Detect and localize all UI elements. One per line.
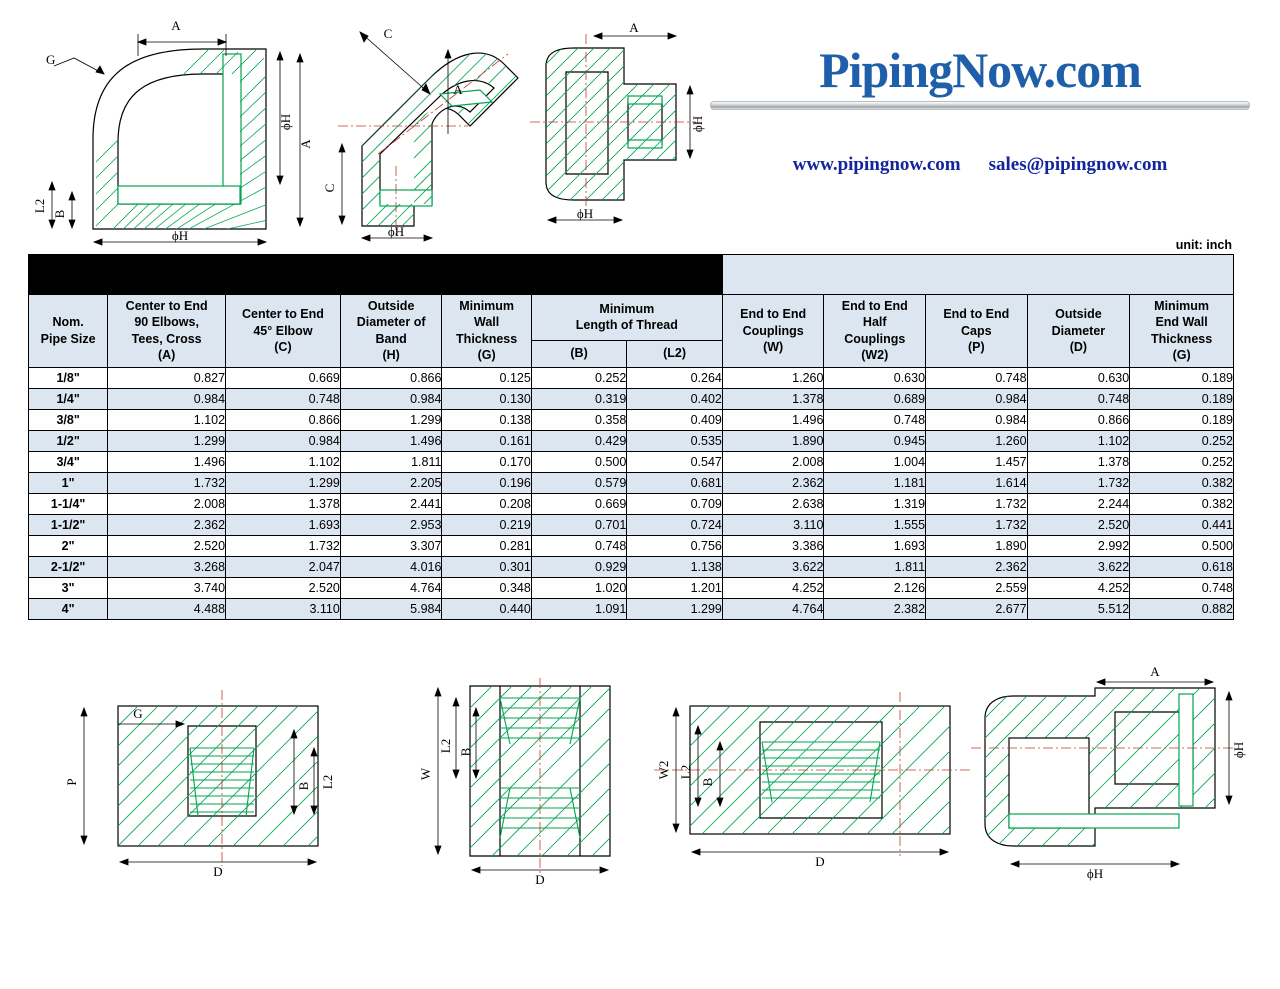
label-B: B [458, 747, 473, 757]
reducer-drawing [965, 664, 1265, 888]
cell-p: 1.732 [926, 493, 1028, 514]
cell-size: 1/8" [29, 367, 108, 388]
cell-c: 2.520 [226, 577, 341, 598]
cell-a: 0.984 [108, 388, 226, 409]
cell-b: 0.319 [531, 388, 626, 409]
cell-c: 1.693 [226, 514, 341, 535]
label-L2: L2 [678, 764, 693, 780]
cell-gw: 0.618 [1130, 556, 1234, 577]
cell-h: 2.953 [340, 514, 442, 535]
cell-a: 1.496 [108, 451, 226, 472]
cell-w2: 0.689 [824, 388, 926, 409]
cell-h: 4.016 [340, 556, 442, 577]
label-C: C [383, 26, 393, 41]
label-B: B [700, 777, 715, 787]
cell-h: 2.441 [340, 493, 442, 514]
label-D: D [815, 854, 825, 869]
label-phiH2: ϕH [576, 206, 594, 221]
cell-h: 0.866 [340, 367, 442, 388]
header-d: Outside Diameter (D) [1027, 294, 1130, 367]
cell-d: 2.992 [1027, 535, 1130, 556]
header-a: Center to End 90 Elbows, Tees, Cross (A) [108, 294, 226, 367]
cell-l2: 0.681 [627, 472, 723, 493]
cell-gw: 0.189 [1130, 367, 1234, 388]
cell-b: 0.500 [531, 451, 626, 472]
label-B: B [52, 209, 67, 219]
cell-w: 3.622 [722, 556, 824, 577]
cell-l2: 0.709 [627, 493, 723, 514]
label-B: B [296, 781, 311, 791]
cell-c: 0.748 [226, 388, 341, 409]
cell-d: 2.520 [1027, 514, 1130, 535]
cell-w: 2.362 [722, 472, 824, 493]
cell-g: 0.281 [442, 535, 531, 556]
elbow-45-drawing [318, 14, 528, 244]
cell-p: 1.890 [926, 535, 1028, 556]
table-row [29, 388, 1234, 409]
cell-b: 0.358 [531, 409, 626, 430]
cell-h: 3.307 [340, 535, 442, 556]
cell-size: 3/4" [29, 451, 108, 472]
cell-size: 2" [29, 535, 108, 556]
label-phiH2: ϕH [1086, 866, 1104, 881]
table-row [29, 409, 1234, 430]
cell-size: 3/8" [29, 409, 108, 430]
cell-a: 1.732 [108, 472, 226, 493]
cell-gw: 0.252 [1130, 430, 1234, 451]
cell-size: 4" [29, 598, 108, 619]
cell-c: 0.866 [226, 409, 341, 430]
cell-b: 0.252 [531, 367, 626, 388]
cell-w2: 1.319 [824, 493, 926, 514]
cell-c: 0.669 [226, 367, 341, 388]
cell-w2: 1.004 [824, 451, 926, 472]
brand-name: PipingNow.com [819, 42, 1141, 98]
table-row [29, 535, 1234, 556]
cell-p: 1.260 [926, 430, 1028, 451]
cell-w: 1.496 [722, 409, 824, 430]
table-row [29, 367, 1234, 388]
cell-d: 4.252 [1027, 577, 1130, 598]
half-coupling-drawing [640, 686, 980, 886]
cell-w: 4.764 [722, 598, 824, 619]
cell-w2: 1.555 [824, 514, 926, 535]
cell-d: 0.866 [1027, 409, 1130, 430]
cell-w: 2.008 [722, 451, 824, 472]
label-A: A [453, 82, 463, 97]
cell-size: 1-1/2" [29, 514, 108, 535]
cell-p: 1.732 [926, 514, 1028, 535]
cell-size: 1/2" [29, 430, 108, 451]
header-p: End to End Caps (P) [926, 294, 1028, 367]
header-w2: End to End Half Couplings (W2) [824, 294, 926, 367]
table-row [29, 598, 1234, 619]
cell-l2: 0.402 [627, 388, 723, 409]
cell-w2: 1.693 [824, 535, 926, 556]
cell-d: 1.378 [1027, 451, 1130, 472]
table-title [29, 255, 723, 295]
cell-size: 1" [29, 472, 108, 493]
cell-l2: 0.409 [627, 409, 723, 430]
cell-c: 1.732 [226, 535, 341, 556]
label-phiH2: ϕH [171, 228, 189, 243]
dimensions-table-wrap [28, 254, 1234, 620]
table-body [29, 367, 1234, 619]
cell-size: 1-1/4" [29, 493, 108, 514]
cell-b: 0.929 [531, 556, 626, 577]
cell-gw: 0.189 [1130, 388, 1234, 409]
cell-g: 0.301 [442, 556, 531, 577]
cell-b: 0.701 [531, 514, 626, 535]
label-phiH: ϕH [387, 224, 405, 239]
cell-a: 3.268 [108, 556, 226, 577]
cell-b: 0.579 [531, 472, 626, 493]
cell-c: 1.102 [226, 451, 341, 472]
cell-c: 1.299 [226, 472, 341, 493]
cell-gw: 0.500 [1130, 535, 1234, 556]
cell-d: 0.748 [1027, 388, 1130, 409]
cell-d: 5.512 [1027, 598, 1130, 619]
cap-drawing [18, 686, 348, 886]
header-g: Minimum Wall Thickness (G) [442, 294, 531, 367]
cell-p: 0.984 [926, 388, 1028, 409]
label-phiH: ϕH [278, 113, 293, 131]
table-row [29, 514, 1234, 535]
table-row [29, 493, 1234, 514]
label-G: G [133, 706, 143, 721]
cell-a: 1.299 [108, 430, 226, 451]
cell-gw: 0.748 [1130, 577, 1234, 598]
table-row [29, 472, 1234, 493]
label-W2: W2 [656, 760, 671, 780]
cell-b: 0.429 [531, 430, 626, 451]
cell-gw: 0.882 [1130, 598, 1234, 619]
elbow-90-drawing [18, 14, 318, 244]
cell-a: 2.362 [108, 514, 226, 535]
tee-drawing [516, 14, 716, 244]
cell-d: 1.102 [1027, 430, 1130, 451]
cell-a: 2.520 [108, 535, 226, 556]
cell-g: 0.138 [442, 409, 531, 430]
bottom-drawings-band [0, 664, 1280, 989]
label-G: G [46, 52, 56, 67]
table-row [29, 430, 1234, 451]
table-row [29, 577, 1234, 598]
cell-p: 0.984 [926, 409, 1028, 430]
label-L2: L2 [438, 738, 453, 754]
cell-c: 0.984 [226, 430, 341, 451]
cell-g: 0.125 [442, 367, 531, 388]
cell-size: 3" [29, 577, 108, 598]
cell-gw: 0.382 [1130, 472, 1234, 493]
header-size-l1: Nom. [52, 315, 84, 330]
cell-l2: 1.299 [627, 598, 723, 619]
cell-h: 1.299 [340, 409, 442, 430]
cell-p: 1.457 [926, 451, 1028, 472]
cell-size: 1/4" [29, 388, 108, 409]
table-row [29, 451, 1234, 472]
cell-d: 3.622 [1027, 556, 1130, 577]
email-link[interactable]: sales@pipingnow.com [988, 154, 1168, 175]
header-size-l2: Pipe Size [40, 331, 96, 346]
label-phiH: ϕH [1231, 741, 1246, 759]
cell-l2: 0.756 [627, 535, 723, 556]
brand-block [710, 42, 1250, 176]
table-title-line2: STAINLESS STEEL 304/304L, 316/316L A182 [244, 276, 507, 291]
cell-a: 3.740 [108, 577, 226, 598]
cell-p: 1.614 [926, 472, 1028, 493]
cell-g: 0.440 [442, 598, 531, 619]
dimensions-table [28, 254, 1234, 620]
cell-b: 0.669 [531, 493, 626, 514]
cell-p: 2.559 [926, 577, 1028, 598]
cell-a: 0.827 [108, 367, 226, 388]
label-L2: L2 [32, 198, 47, 214]
label-D: D [535, 872, 545, 887]
top-drawings-band [0, 0, 1280, 250]
cell-g: 0.208 [442, 493, 531, 514]
cell-h: 0.984 [340, 388, 442, 409]
cell-w2: 0.630 [824, 367, 926, 388]
header-c: Center to End 45° Elbow (C) [226, 294, 341, 367]
cell-l2: 0.724 [627, 514, 723, 535]
cell-b: 1.020 [531, 577, 626, 598]
cell-l2: 1.201 [627, 577, 723, 598]
cell-d: 0.630 [1027, 367, 1130, 388]
cell-g: 0.130 [442, 388, 531, 409]
table-title-line1: 3000# THREADED FITTING DIMENSIONS [254, 257, 497, 271]
cell-h: 5.984 [340, 598, 442, 619]
cell-w2: 0.748 [824, 409, 926, 430]
cell-g: 0.219 [442, 514, 531, 535]
cell-gw: 0.382 [1130, 493, 1234, 514]
cell-c: 1.378 [226, 493, 341, 514]
label-phiH: ϕH [690, 115, 705, 133]
cell-b: 0.748 [531, 535, 626, 556]
cell-p: 0.748 [926, 367, 1028, 388]
header-thread-group: Minimum Length of Thread [531, 294, 722, 340]
label-P: P [64, 778, 79, 786]
cell-w2: 2.382 [824, 598, 926, 619]
cell-h: 2.205 [340, 472, 442, 493]
cell-a: 1.102 [108, 409, 226, 430]
table-row [29, 556, 1234, 577]
cell-w: 1.378 [722, 388, 824, 409]
cell-w: 1.260 [722, 367, 824, 388]
label-L2: L2 [320, 774, 335, 790]
cell-l2: 1.138 [627, 556, 723, 577]
label-C2: C [322, 183, 337, 193]
cell-l2: 0.264 [627, 367, 723, 388]
unit-note: unit: inch [1175, 238, 1232, 252]
cell-c: 2.047 [226, 556, 341, 577]
cell-gw: 0.441 [1130, 514, 1234, 535]
cell-w2: 0.945 [824, 430, 926, 451]
cell-w: 2.638 [722, 493, 824, 514]
cell-a: 2.008 [108, 493, 226, 514]
cell-c: 3.110 [226, 598, 341, 619]
cell-a: 4.488 [108, 598, 226, 619]
cell-w: 3.110 [722, 514, 824, 535]
cell-gw: 0.189 [1130, 409, 1234, 430]
cell-g: 0.170 [442, 451, 531, 472]
header-h: Outside Diameter of Band (H) [340, 294, 442, 367]
table-title-blank [722, 255, 1233, 295]
label-A: A [1150, 664, 1160, 679]
cell-g: 0.348 [442, 577, 531, 598]
cell-w: 4.252 [722, 577, 824, 598]
header-w: End to End Couplings (W) [722, 294, 824, 367]
brand-bar [710, 101, 1250, 110]
header-gw: Minimum End Wall Thickness (G) [1130, 294, 1234, 367]
label-W: W [418, 767, 433, 781]
cell-b: 1.091 [531, 598, 626, 619]
cell-h: 1.496 [340, 430, 442, 451]
header-b: (B) [531, 340, 626, 367]
cell-h: 4.764 [340, 577, 442, 598]
cell-d: 2.244 [1027, 493, 1130, 514]
label-D: D [213, 864, 223, 879]
label-A: A [171, 18, 181, 33]
cell-w2: 1.811 [824, 556, 926, 577]
label-A: A [629, 20, 639, 35]
cell-w2: 1.181 [824, 472, 926, 493]
header-size [29, 294, 108, 367]
coupling-drawing [370, 678, 660, 888]
cell-l2: 0.535 [627, 430, 723, 451]
cell-size: 2-1/2" [29, 556, 108, 577]
cell-g: 0.161 [442, 430, 531, 451]
cell-l2: 0.547 [627, 451, 723, 472]
cell-w: 1.890 [722, 430, 824, 451]
header-l2: (L2) [627, 340, 723, 367]
cell-p: 2.362 [926, 556, 1028, 577]
cell-d: 1.732 [1027, 472, 1130, 493]
cell-h: 1.811 [340, 451, 442, 472]
cell-w: 3.386 [722, 535, 824, 556]
cell-gw: 0.252 [1130, 451, 1234, 472]
brand-contact [710, 154, 1250, 176]
website-link[interactable]: www.pipingnow.com [792, 154, 961, 175]
label-A2: A [298, 139, 313, 149]
cell-p: 2.677 [926, 598, 1028, 619]
cell-g: 0.196 [442, 472, 531, 493]
cell-w2: 2.126 [824, 577, 926, 598]
